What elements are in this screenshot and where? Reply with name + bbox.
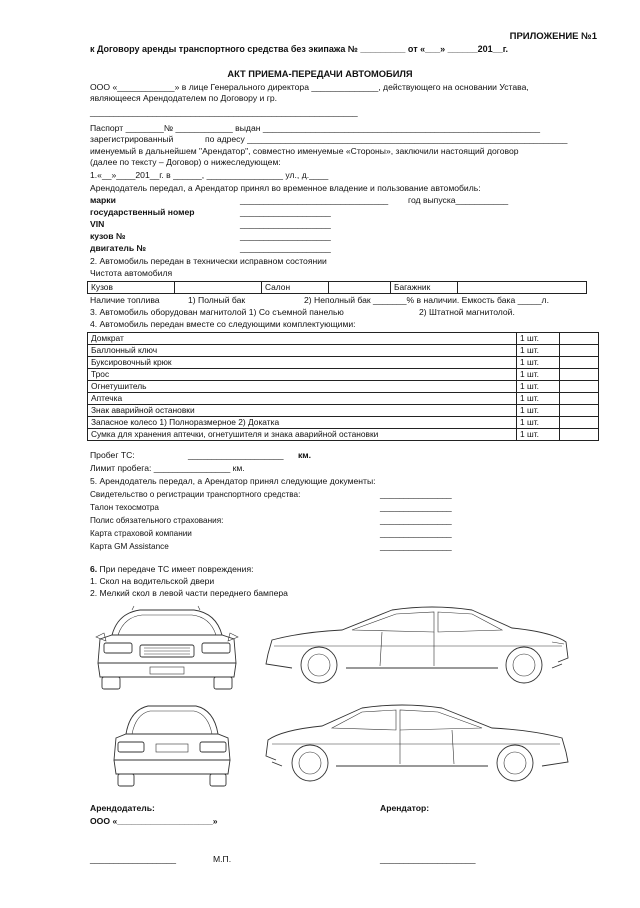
accessory-row [88, 429, 599, 441]
mileage-label: Пробег ТС: [90, 450, 135, 460]
accessory-quantity: 1 шт. [517, 369, 560, 381]
plate-value: ___________________ [240, 207, 331, 217]
accessory-check-cell[interactable] [560, 357, 599, 369]
accessory-quantity: 1 шт. [517, 405, 560, 417]
cleanliness-trunk: Багажник [391, 282, 458, 294]
lessee-signature-line: ____________________ [380, 854, 476, 864]
accessory-row [88, 417, 599, 429]
point-1: 1.«__»____201__г. в ______, ________________ ул., д.____ [90, 170, 329, 180]
mileage-limit: Лимит пробега: ________________ км. [90, 463, 245, 473]
accessory-quantity: 1 шт. [517, 417, 560, 429]
damage-heading [90, 564, 254, 575]
accessory-row [88, 381, 599, 393]
stereo-option-2: 2) Штатной магнитолой. [419, 307, 515, 317]
contract-reference: к Договору аренды транспортного средства без экипажа № _________ от «___» ______201__г. [90, 44, 509, 54]
accessories-heading: 4. Автомобиль передан вместе со следующими комплектующими: [90, 319, 356, 329]
accessory-name: Запасное колесо 1) Полноразмерное 2) Докатка [88, 417, 517, 429]
accessory-quantity: 1 шт. [517, 333, 560, 345]
brand-value: _______________________________ [240, 195, 389, 205]
lessor-label: Арендодатель: [90, 803, 155, 813]
point-2: 2. Автомобиль передан в технически исправном состоянии [90, 256, 327, 266]
cleanliness-trunk-value[interactable] [458, 282, 587, 294]
stamp-label: М.П. [213, 854, 232, 864]
engine-number-label: двигатель № [90, 243, 147, 253]
accessory-name: Огнетушитель [88, 381, 517, 393]
accessory-row [88, 333, 599, 345]
document-assistance-card: Карта GM Assistance [90, 542, 169, 551]
accessory-name: Домкрат [88, 333, 517, 345]
mileage-value: ____________________ [188, 450, 284, 460]
cleanliness-interior-value[interactable] [329, 282, 391, 294]
transfer-text: Арендодатель передал, а Арендатор принял во временное владение и пользование автомобиль: [90, 183, 481, 193]
accessory-check-cell[interactable] [560, 417, 599, 429]
accessory-row [88, 393, 599, 405]
cleanliness-label: Чистота автомобиля [90, 268, 173, 278]
accessory-check-cell[interactable] [560, 345, 599, 357]
cleanliness-body-value[interactable] [175, 282, 262, 294]
car-rear-view-diagram[interactable] [108, 700, 236, 790]
vin-value: ___________________ [240, 219, 331, 229]
accessory-check-cell[interactable] [560, 333, 599, 345]
intro-line-1: ООО «____________» в лице Генерального директора ______________, действующего на основании Устава, [90, 82, 529, 92]
document-assistance-card-blank: _______________ [380, 541, 452, 551]
document-title: АКТ ПРИЕМА-ПЕРЕДАЧИ АВТОМОБИЛЯ [227, 69, 413, 79]
accessory-check-cell[interactable] [560, 381, 599, 393]
document-inspection: Талон техосмотра [90, 503, 159, 512]
car-left-side-diagram[interactable] [262, 602, 572, 687]
documents-heading: 5. Арендодатель передал, а Арендатор принял следующие документы: [90, 476, 376, 486]
document-inspection-blank: _______________ [380, 502, 452, 512]
document-registration-blank: _______________ [380, 489, 452, 499]
accessory-row [88, 369, 599, 381]
body-number-value: ___________________ [240, 231, 331, 241]
document-insurance-card: Карта страховой компании [90, 529, 192, 538]
body-number-label: кузов № [90, 231, 126, 241]
accessory-name: Трос [88, 369, 517, 381]
accessory-quantity: 1 шт. [517, 357, 560, 369]
accessory-name: Аптечка [88, 393, 517, 405]
registered-label: зарегистрированный [90, 134, 174, 144]
fuel-label: Наличие топлива [90, 295, 160, 305]
accessory-check-cell[interactable] [560, 429, 599, 441]
car-right-side-diagram[interactable] [262, 700, 572, 788]
appendix-title: ПРИЛОЖЕНИЕ №1 [509, 31, 597, 42]
intro-blank-line: ________________________________________________________ [90, 107, 358, 117]
document-registration: Свидетельство о регистрации транспортного средства: [90, 490, 301, 499]
accessory-check-cell[interactable] [560, 369, 599, 381]
cleanliness-interior: Салон [262, 282, 329, 294]
document-insurance-policy-blank: _______________ [380, 515, 452, 525]
document-insurance-policy: Полис обязательного страхования: [90, 516, 224, 525]
further-line: (далее по тексту – Договор) о нижеследующем: [90, 157, 281, 167]
accessory-quantity: 1 шт. [517, 393, 560, 405]
passport-line: Паспорт ________№ ____________ выдан __________________________________________________________ [90, 123, 541, 133]
cleanliness-body: Кузов [88, 282, 175, 294]
accessory-check-cell[interactable] [560, 393, 599, 405]
accessory-row [88, 405, 599, 417]
damage-item-2: 2. Мелкий скол в левой части переднего бампера [90, 588, 288, 598]
intro-line-2: являющееся Арендодателем по Договору и гр. [90, 93, 278, 103]
accessory-name: Знак аварийной остановки [88, 405, 517, 417]
mileage-unit: км. [298, 450, 312, 460]
fuel-option-partial: 2) Неполный бак _______% в наличии. Емкость бака _____л. [304, 295, 549, 305]
lessor-signature-line: __________________ [90, 854, 177, 864]
accessory-row [88, 357, 599, 369]
accessory-name: Сумка для хранения аптечки, огнетушителя и знака аварийной остановки [88, 429, 517, 441]
damage-item-1: 1. Скол на водительской двери [90, 576, 215, 586]
registered-address: по адресу ___________________________________________________________________ [205, 134, 568, 144]
engine-number-value: ___________________ [240, 243, 331, 253]
cleanliness-table [87, 281, 587, 294]
lessee-label: Арендатор: [380, 803, 430, 813]
plate-label: государственный номер [90, 207, 195, 217]
accessory-quantity: 1 шт. [517, 345, 560, 357]
brand-label: марки [90, 195, 116, 205]
vin-label: VIN [90, 219, 105, 229]
car-front-view-diagram[interactable] [92, 605, 242, 693]
accessory-name: Баллонный ключ [88, 345, 517, 357]
accessory-name: Буксировочный крюк [88, 357, 517, 369]
fuel-option-full: 1) Полный бак [188, 295, 246, 305]
stereo-label: 3. Автомобиль оборудован магнитолой 1) Со съемной панелью [90, 307, 344, 317]
damage-heading-number: 6. [90, 564, 98, 574]
accessory-check-cell[interactable] [560, 405, 599, 417]
document-insurance-card-blank: _______________ [380, 528, 452, 538]
damage-heading-text: При передаче ТС имеет повреждения: [97, 564, 254, 574]
year-label: год выпуска___________ [408, 195, 509, 205]
accessories-table [87, 332, 599, 441]
accessory-row [88, 345, 599, 357]
accessory-quantity: 1 шт. [517, 381, 560, 393]
named-line: именуемый в дальнейшем "Арендатор", совместно именуемые «Стороны», заключили настоящий договор [90, 146, 519, 156]
lessor-organization: ООО «____________________» [90, 816, 218, 826]
accessory-quantity: 1 шт. [517, 429, 560, 441]
